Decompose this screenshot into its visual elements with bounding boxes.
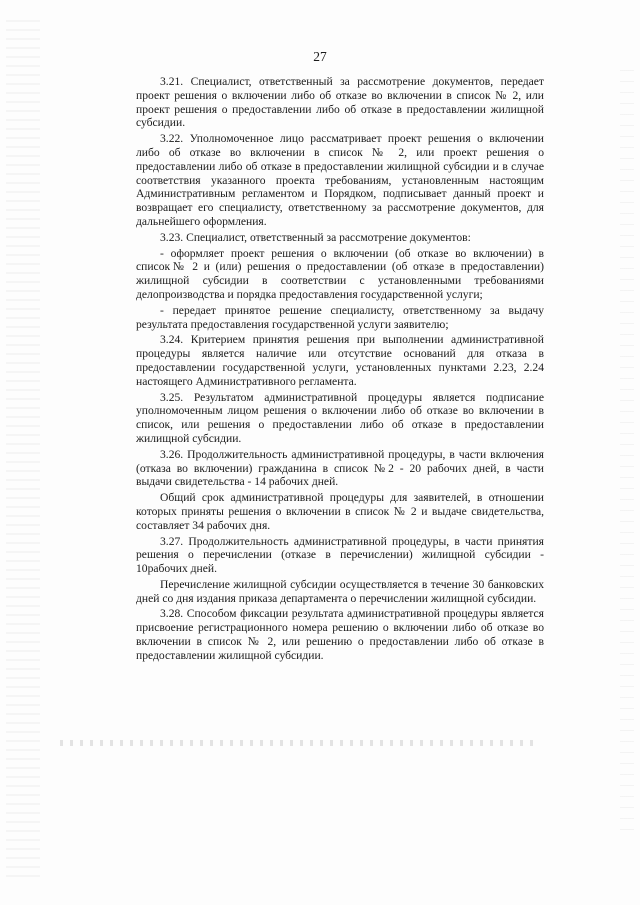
paragraph-3-22: 3.22. Уполномоченное лицо рассматривает проект решения о включении либо об отказе во включении в список № 2, или проект решения о предоставлении либо об отказе в предоставлении жилищной субсидии и в случае соответствия указанного проекта требованиям, установленным настоящим Административным регламентом и Порядком, подписывает данный проект и возвращает его специалисту, ответственному за рассмотрение документов, для дальнейшего оформления.: [136, 132, 544, 228]
list-item-transfer-decision: - передает принятое решение специалисту, ответственному за выдачу результата предоставления государственной услуги заявителю;: [136, 303, 544, 331]
paragraph-3-28: 3.28. Способом фиксации результата административной процедуры является присвоение регистрационного номера решению о включении либо об отказе во включении в список № 2, или решению о предоставлении либо об отказе в предоставлении жилищной субсидии.: [136, 607, 544, 662]
scan-margin-artifact-right: [620, 70, 634, 830]
paragraph-total-term: Общий срок административной процедуры для заявителей, в отношении которых приняты решения о включении в список № 2 и выдаче свидетельства, составляет 34 рабочих дня.: [136, 491, 544, 532]
document-body: [136, 75, 544, 665]
list-item-prepare-decision: - оформляет проект решения о включении (об отказе во включении) в список№ 2 и (или) решения о предоставлении (об отказе в предоставлении) жилищной субсидии в соответствии с установленными требованиями делопроизводства и порядка предоставления государственной услуги;: [136, 246, 544, 301]
paragraph-3-24: 3.24. Критерием принятия решения при выполнении административной процедуры является наличие или отсутствие оснований для отказа в предоставлении государственной услуги, установленных пунктами 2.23, 2.24 настоящего Административного регламента.: [136, 333, 544, 388]
scan-margin-artifact-left: [6, 20, 40, 880]
paragraph-3-27: 3.27. Продолжительность административной процедуры, в части принятия решения о перечислении (отказе в перечислении) жилищной субсидии - 10рабочих дней.: [136, 534, 544, 576]
paragraph-3-25: 3.25. Результатом административной процедуры является подписание уполномоченным лицом решения о включении либо об отказе во включении в список, или решения о предоставлении либо об отказе в предоставлении жилищной субсидии.: [136, 390, 544, 445]
paragraph-3-21: 3.21. Специалист, ответственный за рассмотрение документов, передает проект решения о включении либо об отказе во включении в список № 2, или проект решения о предоставлении либо об отказе в предоставлении жилищной субсидии.: [136, 75, 544, 130]
paragraph-3-26: 3.26. Продолжительность административной процедуры, в части включения (отказа во включении) гражданина в список №2 - 20 рабочих дней, в части выдачи свидетельства - 14 рабочих дней.: [136, 447, 544, 489]
paragraph-3-23: 3.23. Специалист, ответственный за рассмотрение документов:: [160, 230, 471, 244]
scan-artifact-line: [60, 740, 540, 746]
page-number: 27: [313, 49, 327, 64]
paragraph-transfer-term: Перечисление жилищной субсидии осуществляется в течение 30 банковских дней со дня издания приказа департамента о перечислении жилищной субсидии.: [136, 577, 544, 605]
